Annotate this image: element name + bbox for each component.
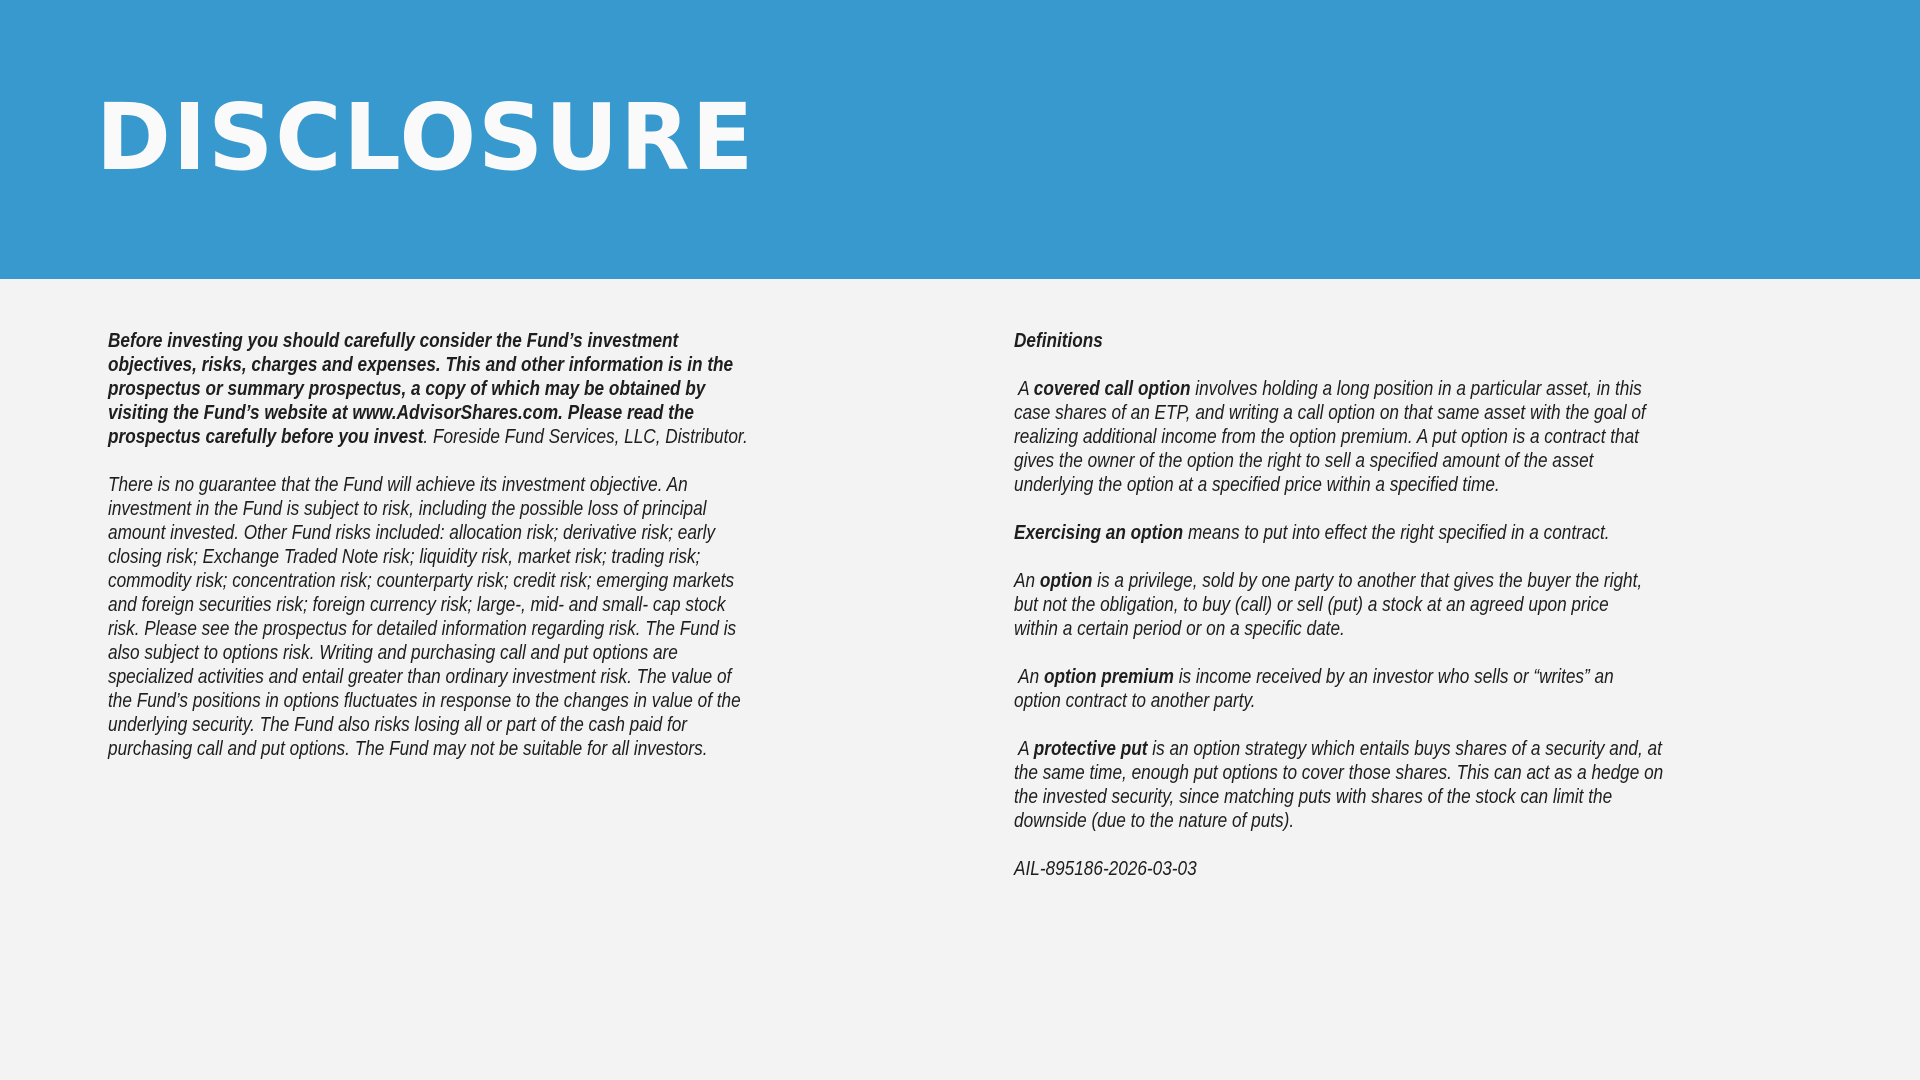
left-column	[108, 329, 898, 785]
definition-term: Exercising an option	[1014, 522, 1184, 544]
document-id	[1014, 857, 1834, 881]
definition-text: is income received by an investor who sells or “writes” an	[1173, 666, 1614, 688]
risk-disclosure	[108, 473, 898, 761]
notice-line	[108, 329, 898, 353]
risk-line: risk. Please see the prospectus for detailed information regarding risk. The Fund is	[108, 618, 737, 640]
prospectus-notice	[108, 329, 898, 449]
risk-line: also subject to options risk. Writing and purchasing call and put options are	[108, 642, 678, 664]
risk-line: closing risk; Exchange Traded Note risk; liquidity risk, market risk; trading risk;	[108, 546, 701, 568]
notice-emphasis: prospectus carefully before you invest	[108, 426, 424, 448]
definition-line: downside (due to the nature of puts).	[1014, 810, 1295, 832]
right-column	[1014, 329, 1834, 905]
definition-line: the invested security, since matching puts with shares of the stock can limit the	[1014, 786, 1613, 808]
definition-line: the same time, enough put options to cover those shares. This can act as a hedge on	[1014, 762, 1664, 784]
notice-line-text: prospectus or summary prospectus, a copy of which may be obtained by	[108, 378, 706, 400]
definition-line: realizing additional income from the option premium. A put option is a contract that	[1014, 426, 1639, 448]
risk-line: specialized activities and entail greater than ordinary investment risk. The value of	[108, 666, 732, 688]
notice-line-text: Before investing you should carefully consider the Fund’s investment	[108, 330, 679, 352]
definition-term: option	[1039, 570, 1093, 592]
risk-line: amount invested. Other Fund risks included: allocation risk; derivative risk; early	[108, 522, 716, 544]
definition-prefix: A	[1014, 738, 1034, 760]
risk-line: purchasing call and put options. The Fund may not be suitable for all investors.	[108, 738, 708, 760]
definition-line: underlying the option at a specified price within a specified time.	[1014, 474, 1500, 496]
definition-line: case shares of an ETP, and writing a call option on that same asset with the goal of	[1014, 402, 1646, 424]
definition-text: is a privilege, sold by one party to another that gives the buyer the right,	[1092, 570, 1643, 592]
definitions-heading-text: Definitions	[1014, 330, 1103, 352]
definition-line: option contract to another party.	[1014, 690, 1256, 712]
definition-line: but not the obligation, to buy (call) or sell (put) a stock at an agreed upon price	[1014, 594, 1609, 616]
definition-option-premium	[1014, 665, 1834, 713]
risk-line: the Fund’s positions in options fluctuates in response to the changes in value of the	[108, 690, 741, 712]
definition-prefix: A	[1014, 378, 1034, 400]
risk-line: commodity risk; concentration risk; counterparty risk; credit risk; emerging markets	[108, 570, 735, 592]
notice-line	[108, 401, 898, 425]
risk-line: and foreign securities risk; foreign currency risk; large-, mid- and small- cap stock	[108, 594, 726, 616]
definition-line: gives the owner of the option the right to sell a specified amount of the asset	[1014, 450, 1594, 472]
notice-line	[108, 377, 898, 401]
header-banner	[0, 0, 1920, 279]
definition-covered-call	[1014, 377, 1834, 497]
page-title: DISCLOSURE	[96, 84, 756, 191]
document-id-text: AIL-895186-2026-03-03	[1014, 858, 1197, 880]
definition-term: protective put	[1033, 738, 1148, 760]
definitions-heading	[1014, 329, 1834, 353]
notice-line	[108, 425, 898, 449]
definition-prefix: An	[1014, 666, 1044, 688]
notice-line-text: visiting the Fund’s website at www.AdvisorShares.com. Please read the	[108, 402, 694, 424]
definition-text: means to put into effect the right specified in a contract.	[1183, 522, 1610, 544]
definition-protective-put	[1014, 737, 1834, 833]
definition-term: covered call option	[1033, 378, 1191, 400]
definition-exercising	[1014, 521, 1834, 545]
definition-option	[1014, 569, 1834, 641]
definition-term: option premium	[1043, 666, 1174, 688]
notice-line	[108, 353, 898, 377]
distributor-text: . Foreside Fund Services, LLC, Distributor.	[423, 426, 748, 448]
definition-prefix: An	[1014, 570, 1040, 592]
risk-line: investment in the Fund is subject to risk, including the possible loss of principal	[108, 498, 707, 520]
definition-text: is an option strategy which entails buys shares of a security and, at	[1147, 738, 1662, 760]
risk-line: There is no guarantee that the Fund will achieve its investment objective. An	[108, 474, 688, 496]
notice-line-text: objectives, risks, charges and expenses. This and other information is in the	[108, 354, 734, 376]
definition-line: within a certain period or on a specific date.	[1014, 618, 1345, 640]
risk-line: underlying security. The Fund also risks losing all or part of the cash paid for	[108, 714, 688, 736]
definition-text: involves holding a long position in a particular asset, in this	[1190, 378, 1642, 400]
